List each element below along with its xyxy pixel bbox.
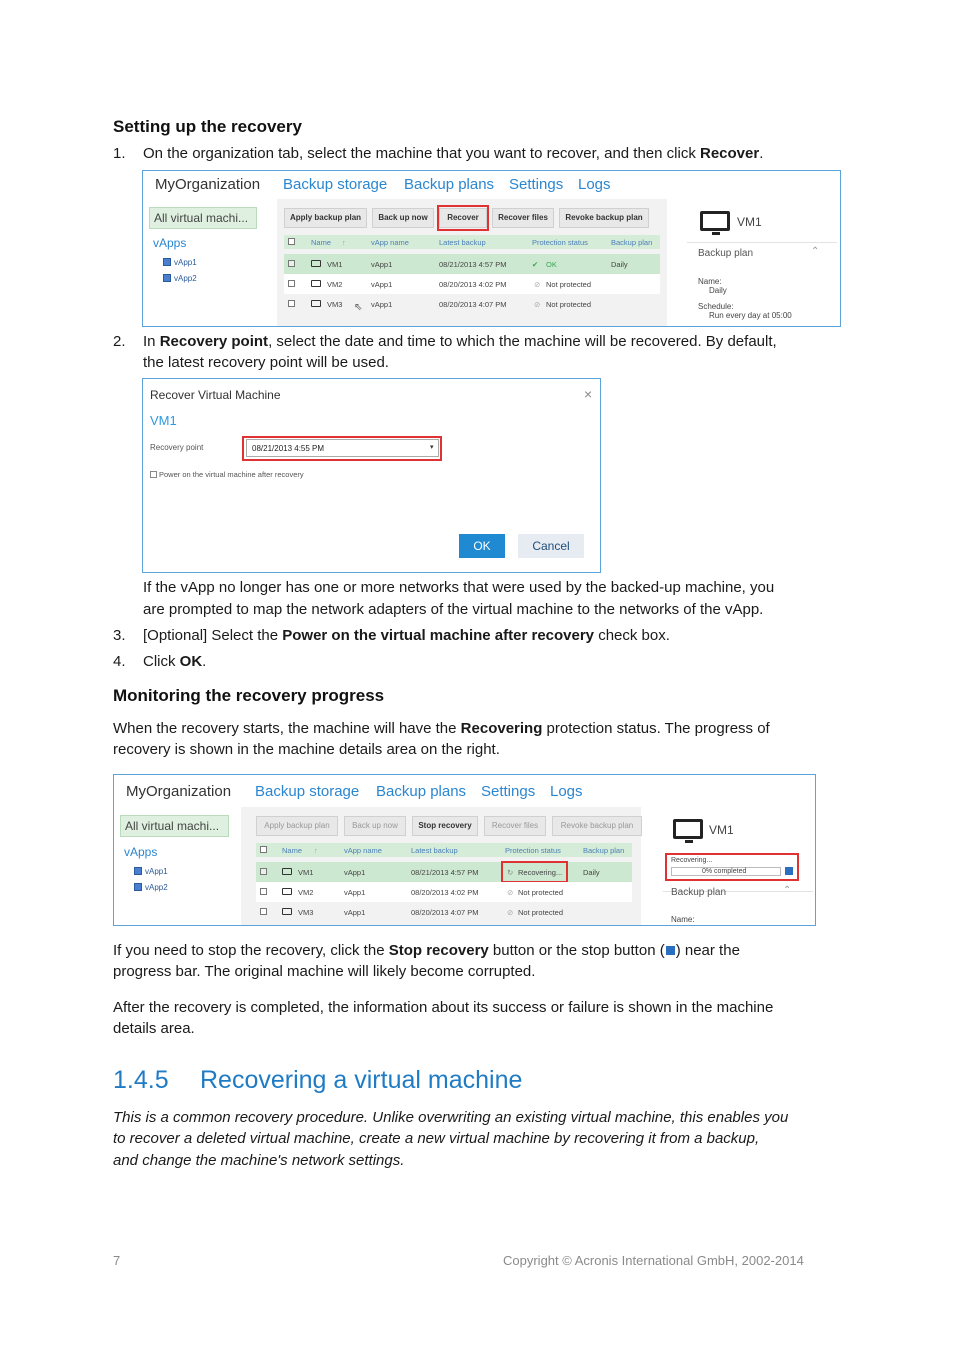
not-protected-icon: ⊘ (534, 280, 541, 289)
not-protected-icon: ⊘ (507, 888, 514, 897)
vm-icon (311, 280, 321, 289)
screenshot-recovering (113, 774, 816, 926)
apply-backup-plan-button[interactable]: Apply backup plan (256, 816, 338, 836)
recover-files-button[interactable]: Recover files (484, 816, 546, 836)
table-row[interactable] (284, 294, 660, 314)
recovering-label: Recovering... (671, 857, 713, 864)
sidebar-item-all-vms[interactable]: All virtual machi... (120, 815, 229, 837)
highlight-recovering (501, 861, 568, 883)
stop-para: If you need to stop the recovery, click the Stop recovery button or the stop button ( ) near the (113, 942, 740, 959)
vapp-icon (134, 867, 142, 875)
monitor-icon (673, 819, 703, 839)
stop-icon (666, 946, 675, 955)
vm-icon (311, 260, 321, 269)
col-name[interactable]: Name (282, 846, 303, 855)
progress-text: 0% completed (702, 868, 747, 875)
cell-latest: 08/20/2013 4:07 PM (439, 300, 507, 309)
vm-icon (282, 868, 292, 877)
tree-item-vapp1[interactable]: vApp1 (163, 258, 197, 267)
cell-latest: 08/21/2013 4:57 PM (439, 260, 507, 269)
cell-status: Not protected (518, 888, 564, 897)
schedule-value: Run every day at 05:00 (709, 311, 792, 320)
tree-item-vapp2[interactable]: vApp2 (134, 883, 168, 892)
stop-button-icon[interactable] (785, 867, 793, 875)
cell-vapp: vApp1 (344, 868, 366, 877)
step-number: 2. (113, 333, 126, 350)
cell-vapp: vApp1 (344, 888, 366, 897)
completed-para: After the recovery is completed, the information about its success or failure is shown in the machine (113, 999, 774, 1016)
power-on-option[interactable]: Power on the virtual machine after recovery (150, 470, 304, 479)
sidebar-vapps[interactable]: vApps (124, 845, 158, 859)
backup-plan-section[interactable]: Backup plan (671, 887, 727, 898)
cell-vapp: vApp1 (371, 300, 393, 309)
page-number: 7 (113, 1253, 121, 1268)
cell-vapp: vApp1 (371, 280, 393, 289)
sidebar-vapps[interactable]: vApps (153, 236, 187, 250)
revoke-backup-plan-button[interactable]: Revoke backup plan (552, 816, 642, 836)
cell-plan: Daily (583, 868, 600, 877)
cell-name: VM3 (327, 300, 343, 309)
col-name[interactable]: Name (311, 238, 332, 247)
screenshot-organization-tab (142, 170, 841, 327)
row-checkbox[interactable] (260, 908, 267, 917)
name-value: Daily (709, 286, 727, 295)
vm-icon (282, 908, 292, 917)
step-1-text: On the organization tab, select the machine that you want to recover, and then click Recover. (143, 145, 764, 162)
col-status[interactable]: Protection status (532, 238, 588, 247)
table-row[interactable] (256, 862, 632, 882)
vapp-icon (163, 274, 171, 282)
collapse-icon[interactable]: ⌃ (783, 885, 792, 896)
vapp-icon (163, 258, 171, 266)
cancel-button[interactable]: Cancel (518, 534, 584, 558)
vm-icon (282, 888, 292, 897)
cell-latest: 08/20/2013 4:02 PM (439, 280, 507, 289)
cell-status: Not protected (546, 300, 592, 309)
network-note-2: are prompted to map the network adapters of the virtual machine to the networks of the vApp. (143, 601, 764, 618)
dropdown-arrow-icon: ▾ (430, 444, 434, 451)
completed-para-cont: details area. (113, 1020, 195, 1037)
nav-backup-plans[interactable]: Backup plans (404, 176, 495, 193)
recover-vm-dialog (142, 378, 601, 573)
ok-button[interactable]: OK (459, 534, 505, 558)
row-checkbox[interactable] (260, 888, 267, 897)
vm-details-name: VM1 (709, 823, 734, 837)
cell-latest: 08/20/2013 4:02 PM (411, 888, 479, 897)
back-up-now-button[interactable]: Back up now (372, 208, 434, 228)
vm-details-panel (649, 807, 816, 926)
cell-status: Not protected (518, 908, 564, 917)
dialog-title: Recover Virtual Machine (150, 388, 281, 402)
monitoring-para-1-cont: recovery is shown in the machine details area on the right. (113, 741, 500, 758)
step-2-text: In Recovery point, select the date and time to which the machine will be recovered. By default, (143, 333, 777, 350)
step-number: 3. (113, 627, 126, 644)
stop-recovery-button[interactable]: Stop recovery (412, 816, 478, 836)
table-row[interactable] (256, 902, 632, 922)
vm-details-name: VM1 (737, 215, 762, 229)
table-row[interactable] (284, 254, 660, 274)
nav-logs[interactable]: Logs (550, 783, 583, 800)
monitoring-para-1: When the recovery starts, the machine will have the Recovering protection status. The progress of (113, 720, 770, 737)
cell-vapp: vApp1 (344, 908, 366, 917)
cell-latest: 08/21/2013 4:57 PM (411, 868, 479, 877)
org-title: MyOrganization (126, 783, 232, 800)
cell-name: VM2 (327, 280, 343, 289)
recover-button[interactable]: Recover (439, 208, 487, 228)
nav-backup-plans[interactable]: Backup plans (376, 783, 467, 800)
vm-icon (311, 300, 321, 309)
col-status[interactable]: Protection status (505, 846, 561, 855)
cell-name: VM2 (298, 888, 314, 897)
intro-line-1: This is a common recovery procedure. Unlike overwriting an existing virtual machine, this enables you (113, 1109, 789, 1126)
name-label: Name: (698, 277, 722, 286)
recovery-point-label: Recovery point (150, 443, 204, 452)
step-number: 1. (113, 145, 126, 162)
nav-settings[interactable]: Settings (481, 783, 536, 800)
table-row[interactable] (256, 882, 632, 902)
recover-files-button[interactable]: Recover files (492, 208, 554, 228)
back-up-now-button[interactable]: Back up now (344, 816, 406, 836)
cell-latest: 08/20/2013 4:07 PM (411, 908, 479, 917)
cell-status: Recovering... (518, 868, 563, 877)
nav-backup-storage[interactable]: Backup storage (283, 176, 388, 193)
tree-item-vapp1[interactable]: vApp1 (134, 867, 168, 876)
stop-para-cont: progress bar. The original machine will likely become corrupted. (113, 963, 536, 980)
monitor-icon (700, 211, 730, 231)
network-note-1: If the vApp no longer has one or more networks that were used by the backed-up machine, you (143, 579, 775, 596)
col-vapp[interactable]: vApp name (344, 846, 382, 855)
tree-item-vapp2[interactable]: vApp2 (163, 274, 197, 283)
power-on-checkbox[interactable] (150, 471, 157, 478)
cell-name: VM1 (327, 260, 343, 269)
recovery-point-value: 08/21/2013 4:55 PM (252, 444, 325, 453)
step-2-text-cont: the latest recovery point will be used. (143, 354, 389, 371)
col-plan[interactable]: Backup plan (611, 238, 653, 247)
highlight-recovery-point (242, 436, 442, 461)
row-checkbox[interactable] (288, 280, 295, 289)
step-4-text: Click OK. (143, 653, 207, 670)
table-row[interactable] (284, 274, 660, 294)
not-protected-icon: ⊘ (534, 300, 541, 309)
col-latest[interactable]: Latest backup (439, 238, 486, 247)
section-heading-setup: Setting up the recovery (113, 117, 302, 136)
vm-details-panel (673, 199, 841, 327)
step-3-text: [Optional] Select the Power on the virtual machine after recovery check box. (143, 627, 670, 644)
row-checkbox[interactable] (288, 300, 295, 309)
apply-backup-plan-button[interactable]: Apply backup plan (284, 208, 367, 228)
table-header (284, 235, 660, 249)
section-heading-monitoring: Monitoring the recovery progress (113, 686, 385, 705)
collapse-icon[interactable]: ⌃ (811, 246, 820, 257)
cell-vapp: vApp1 (371, 260, 393, 269)
cell-status: OK (546, 260, 557, 269)
name-label: Name: (671, 915, 695, 924)
row-checkbox[interactable] (288, 260, 295, 269)
header-checkbox[interactable] (288, 238, 295, 247)
sidebar-item-all-vms[interactable]: All virtual machi... (149, 207, 257, 229)
col-vapp[interactable]: vApp name (371, 238, 409, 247)
cell-name: VM3 (298, 908, 314, 917)
sort-up-icon: ↑ (342, 238, 346, 247)
vapp-icon (134, 883, 142, 891)
not-protected-icon: ⊘ (507, 908, 514, 917)
cell-plan: Daily (611, 260, 628, 269)
ok-check-icon: ✔ (532, 260, 539, 269)
col-latest[interactable]: Latest backup (411, 846, 458, 855)
cell-name: VM1 (298, 868, 314, 877)
section-title: Recovering a virtual machine (200, 1066, 523, 1094)
progress-bar (671, 867, 781, 876)
row-checkbox[interactable] (260, 868, 267, 877)
schedule-label: Schedule: (698, 302, 734, 311)
table-header (256, 843, 632, 857)
dialog-vm-name: VM1 (150, 413, 177, 428)
org-title: MyOrganization (155, 176, 261, 193)
step-number: 4. (113, 653, 126, 670)
intro-line-3: and change the machine's network settings. (113, 1152, 405, 1169)
cell-status: Not protected (546, 280, 592, 289)
divider (687, 242, 837, 243)
revoke-backup-plan-button[interactable]: Revoke backup plan (559, 208, 649, 228)
nav-backup-storage[interactable]: Backup storage (255, 783, 360, 800)
copyright: Copyright © Acronis International GmbH, 2002-2014 (503, 1253, 804, 1268)
mouse-cursor-icon: ⇖ (354, 302, 363, 313)
recovering-spinner-icon: ↻ (507, 868, 514, 877)
nav-logs[interactable]: Logs (578, 176, 611, 193)
header-checkbox[interactable] (260, 846, 267, 855)
nav-settings[interactable]: Settings (509, 176, 564, 193)
section-number: 1.4.5 (113, 1066, 169, 1094)
sort-up-icon: ↑ (314, 846, 318, 855)
close-icon[interactable]: × (584, 386, 593, 402)
col-plan[interactable]: Backup plan (583, 846, 625, 855)
highlight-recover (437, 205, 489, 231)
intro-line-2: to recover a deleted virtual machine, create a new virtual machine by recovering it from a backup, (113, 1130, 760, 1147)
backup-plan-section[interactable]: Backup plan (698, 248, 754, 259)
